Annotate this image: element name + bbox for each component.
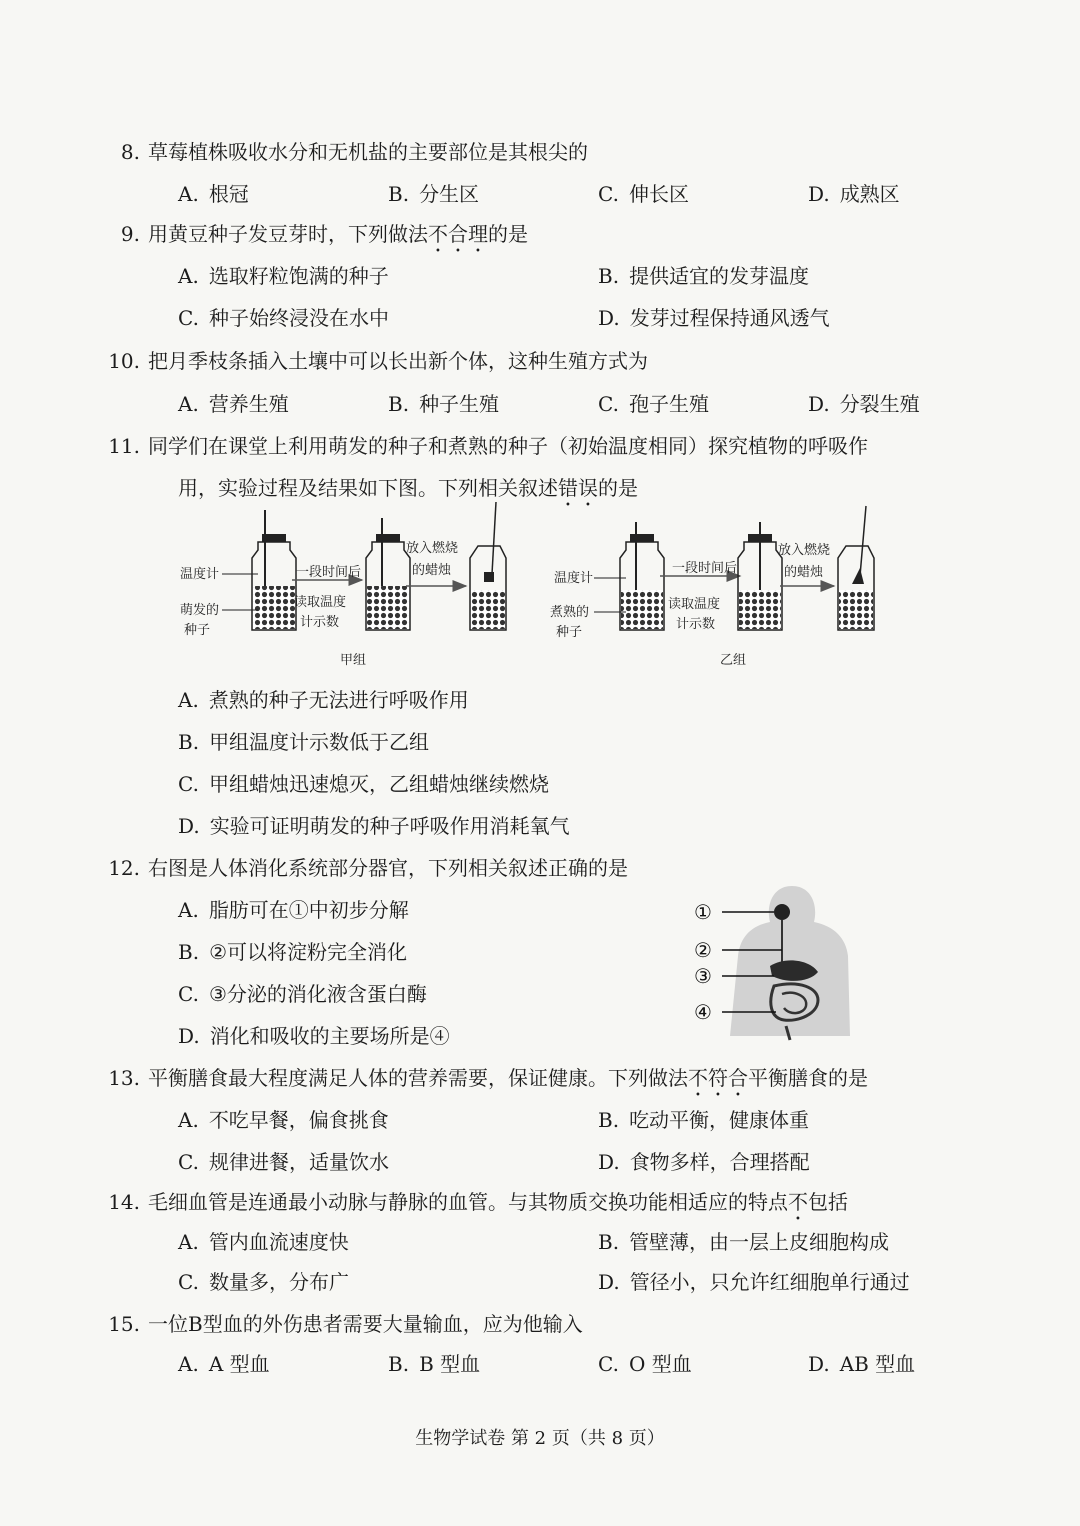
option-a: A. A 型血 bbox=[178, 1352, 270, 1376]
question-number: 9. bbox=[120, 222, 140, 246]
option-c: C. 甲组蜡烛迅速熄灭，乙组蜡烛继续燃烧 bbox=[178, 772, 549, 796]
question-number: 11. bbox=[108, 434, 140, 458]
question-number: 10. bbox=[108, 349, 140, 373]
label-4: ④ bbox=[694, 1000, 712, 1024]
option-b: B. 提供适宜的发芽温度 bbox=[598, 264, 810, 288]
question-11-line2: 用，实验过程及结果如下图。下列相关叙述错误的是 bbox=[178, 476, 638, 500]
option-d: D. 实验可证明萌发的种子呼吸作用消耗氧气 bbox=[178, 814, 570, 838]
option-b: B. 分生区 bbox=[388, 182, 480, 206]
arrow-label: 的蜡烛 bbox=[784, 565, 824, 580]
label-3: ③ bbox=[694, 964, 712, 988]
option-c: C. 孢子生殖 bbox=[598, 392, 709, 416]
seed-label: 煮熟的 bbox=[550, 605, 590, 620]
seeds bbox=[739, 590, 781, 629]
option-c: C. 数量多，分布广 bbox=[178, 1270, 349, 1294]
candle-icon bbox=[484, 572, 494, 582]
question-14: 14. 毛细血管是连通最小动脉与静脉的血管。与其物质交换功能相适应的特点不包括 bbox=[100, 1188, 848, 1225]
option-c: C. 种子始终浸没在水中 bbox=[178, 306, 389, 330]
question-number: 14. bbox=[108, 1190, 140, 1214]
arrow-label: 读取温度 bbox=[668, 597, 721, 612]
group-caption: 乙组 bbox=[720, 653, 747, 668]
arrow-label: 的蜡烛 bbox=[412, 563, 452, 578]
question-12 bbox=[100, 854, 628, 882]
option-d: D. 食物多样，合理搭配 bbox=[598, 1150, 810, 1174]
option-a: A. 营养生殖 bbox=[178, 392, 289, 416]
seeds bbox=[471, 590, 505, 629]
group-caption: 甲组 bbox=[340, 653, 367, 668]
question-10 bbox=[100, 347, 648, 375]
option-a: A. 根冠 bbox=[178, 182, 249, 206]
option-d: D. 管径小，只允许红细胞单行通过 bbox=[598, 1270, 910, 1294]
option-d: D. AB 型血 bbox=[808, 1352, 916, 1376]
option-c: C. 伸长区 bbox=[598, 182, 689, 206]
emphasis-text: 不合理 bbox=[428, 222, 488, 246]
emphasis-text: 不符合 bbox=[688, 1066, 748, 1090]
option-b: B. 种子生殖 bbox=[388, 392, 500, 416]
seed-label: 萌发的 bbox=[180, 603, 220, 618]
label-2: ② bbox=[694, 938, 712, 962]
mouth-organ bbox=[774, 904, 790, 920]
question-9: 9. 用黄豆种子发豆芽时，下列做法不合理的是 bbox=[100, 220, 528, 257]
page-footer: 生物学试卷 第 2 页（共 8 页） bbox=[415, 1428, 665, 1449]
group-yi bbox=[550, 506, 874, 668]
bottle-cap bbox=[630, 534, 654, 542]
arrow-label: 一段时间后 bbox=[296, 565, 362, 580]
candle-stick bbox=[860, 506, 866, 576]
seed-label-2: 种子 bbox=[556, 625, 583, 640]
question-11 bbox=[100, 432, 868, 460]
question-number: 8. bbox=[120, 140, 140, 164]
bottle-cap bbox=[376, 534, 400, 542]
question-15 bbox=[100, 1310, 583, 1338]
option-c: C. 规律进餐，适量饮水 bbox=[178, 1150, 389, 1174]
seeds bbox=[367, 586, 409, 629]
option-b: B. 管壁薄，由一层上皮细胞构成 bbox=[598, 1230, 890, 1254]
question-stem: 草莓植株吸收水分和无机盐的主要部位是其根尖的 bbox=[148, 140, 588, 164]
option-b: B. ②可以将淀粉完全消化 bbox=[178, 940, 407, 964]
option-a: A. 脂肪可在①中初步分解 bbox=[178, 898, 409, 922]
question-stem: 把月季枝条插入土壤中可以长出新个体，这种生殖方式为 bbox=[148, 349, 648, 373]
digestive-system-figure bbox=[690, 876, 860, 1046]
option-d: D. 发芽过程保持通风透气 bbox=[598, 306, 830, 330]
option-d: D. 成熟区 bbox=[808, 182, 900, 206]
arrow-label: 放入燃烧 bbox=[778, 543, 831, 558]
option-d: D. 分裂生殖 bbox=[808, 392, 920, 416]
question-number: 12. bbox=[108, 856, 140, 880]
question-number: 13. bbox=[108, 1066, 140, 1090]
question-stem: 一位B型血的外伤患者需要大量输血，应为他输入 bbox=[148, 1312, 583, 1336]
option-c: C. ③分泌的消化液含蛋白酶 bbox=[178, 982, 427, 1006]
seeds bbox=[621, 590, 663, 629]
option-a: A. 管内血流速度快 bbox=[178, 1230, 349, 1254]
arrow-label: 计示数 bbox=[300, 615, 340, 630]
arrow-label: 一段时间后 bbox=[672, 561, 738, 576]
emphasis-text: 错误 bbox=[558, 476, 598, 500]
option-d: D. 消化和吸收的主要场所是④ bbox=[178, 1024, 450, 1048]
seeds bbox=[253, 586, 295, 629]
candle-stick bbox=[492, 502, 496, 574]
question-8 bbox=[100, 138, 588, 166]
arrow-label: 计示数 bbox=[676, 617, 716, 632]
question-stem: 右图是人体消化系统部分器官，下列相关叙述正确的是 bbox=[148, 856, 628, 880]
option-c: C. O 型血 bbox=[598, 1352, 692, 1376]
seed-label-2: 种子 bbox=[184, 623, 211, 638]
option-b: B. 吃动平衡，健康体重 bbox=[598, 1108, 810, 1132]
option-b: B. 甲组温度计示数低于乙组 bbox=[178, 730, 430, 754]
option-b: B. B 型血 bbox=[388, 1352, 481, 1376]
thermometer-label: 温度计 bbox=[554, 571, 594, 586]
question-stem: 同学们在课堂上利用萌发的种子和煮熟的种子（初始温度相同）探究植物的呼吸作 bbox=[148, 434, 868, 458]
thermometer-label: 温度计 bbox=[180, 567, 220, 582]
question-number: 15. bbox=[108, 1312, 140, 1336]
question-13: 13. 平衡膳食最大程度满足人体的营养需要，保证健康。下列做法不符合平衡膳食的是 bbox=[100, 1064, 868, 1101]
experiment-figure bbox=[170, 500, 890, 675]
label-1: ① bbox=[694, 900, 712, 924]
flame-icon bbox=[852, 568, 864, 584]
arrow-label: 读取温度 bbox=[294, 595, 347, 610]
option-a: A. 选取籽粒饱满的种子 bbox=[178, 264, 389, 288]
group-jia bbox=[180, 502, 506, 668]
arrow-label: 放入燃烧 bbox=[406, 541, 459, 556]
option-a: A. 不吃早餐，偏食挑食 bbox=[178, 1108, 389, 1132]
option-a: A. 煮熟的种子无法进行呼吸作用 bbox=[178, 688, 469, 712]
seeds bbox=[839, 590, 873, 629]
emphasis-text: 不 bbox=[788, 1190, 808, 1214]
